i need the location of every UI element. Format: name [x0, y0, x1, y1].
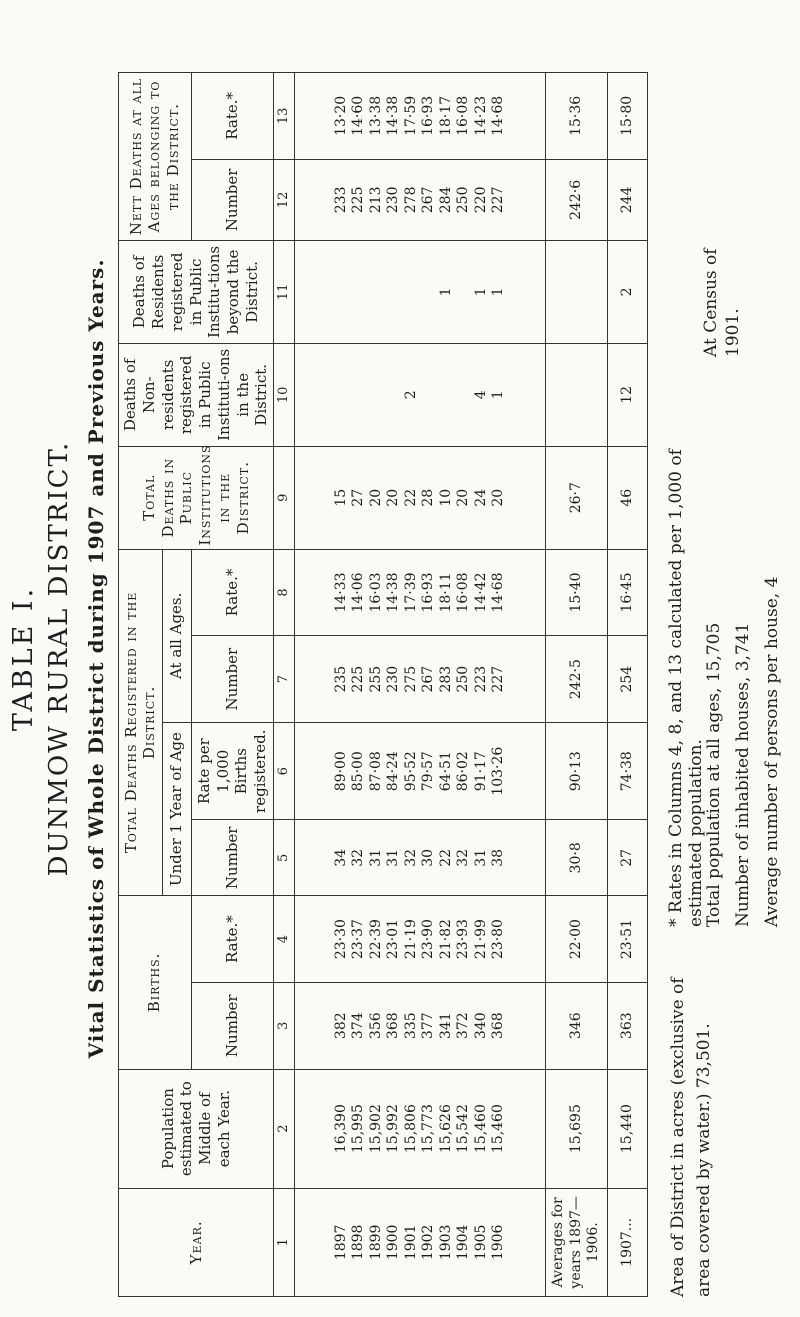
- row-1905-u1_rate: 91·17: [472, 751, 489, 792]
- cur-aa-rate: 16·45: [608, 549, 648, 636]
- row-1898-nett_number: 225: [350, 186, 367, 214]
- header-non-residents: Deaths of Non-residents registered in Public Instituti-ons in the District.: [119, 343, 274, 446]
- row-1901-births_number: 335: [402, 1012, 419, 1040]
- header-all-ages: At all Ages.: [162, 549, 191, 722]
- row-1901-u1_rate: 95·52: [402, 751, 419, 792]
- total-population: Total population at all ages, 15,705: [704, 622, 724, 927]
- row-1899-nett_number: 213: [367, 186, 384, 214]
- row-1899-population: 15,902: [367, 1104, 384, 1154]
- row-1897-aa_number: 235: [332, 665, 349, 693]
- row-1901-u1_number: 32: [402, 848, 419, 867]
- row-1901-population: 15,806: [402, 1104, 419, 1154]
- row-1899-year: 1899: [367, 1224, 384, 1261]
- row-1902-non_residents: [420, 347, 438, 443]
- cur-aa-number: 254: [608, 636, 648, 723]
- row-1899-u1_number: 31: [367, 848, 384, 867]
- residents-beyond-cell: [295, 240, 546, 343]
- row-1902-births_rate: 23·90: [420, 919, 437, 960]
- header-residents-beyond: Deaths of Residents registered in Public Institu-tions beyond the District.: [119, 240, 274, 343]
- row-1897-nett_rate: 13·20: [332, 95, 349, 136]
- row-1899-aa_number: 255: [367, 665, 384, 693]
- row-1906-u1_rate: 103·26: [490, 746, 507, 796]
- cur-births-rate: 23·51: [608, 896, 648, 983]
- row-1897-u1_number: 34: [332, 848, 349, 867]
- row-1904-nett_number: 250: [455, 186, 472, 214]
- row-1904-births_number: 372: [455, 1012, 472, 1040]
- header-nett-deaths: Nett Deaths at all Ages belonging to the District.: [119, 73, 192, 241]
- population-cell: [295, 1069, 546, 1188]
- row-1903-nett_number: 284: [437, 186, 454, 214]
- row-1900-public_inst: 20: [385, 488, 402, 507]
- row-1902-u1_number: 30: [420, 848, 437, 867]
- u1-rate-cell: [295, 722, 546, 819]
- row-1902-nett_rate: 16·93: [420, 95, 437, 136]
- row-1906-public_inst: 20: [490, 488, 507, 507]
- row-1901-nett_rate: 17·59: [402, 95, 419, 136]
- header-aa-number: Number: [191, 636, 273, 723]
- row-1901-aa_number: 275: [402, 665, 419, 693]
- cur-residents-beyond: 2: [608, 240, 648, 343]
- row-1904-aa_rate: 16·08: [455, 572, 472, 613]
- row-1897-residents_beyond: [333, 244, 351, 340]
- avg-births-rate: 22·00: [546, 896, 608, 983]
- column-number: 5: [274, 820, 295, 896]
- row-1897-births_rate: 23·30: [332, 919, 349, 960]
- column-number: 10: [274, 343, 295, 446]
- row-1900-aa_rate: 14·38: [385, 572, 402, 613]
- averages-label: Averages for years 1897—1906.: [546, 1188, 608, 1296]
- row-1900-births_rate: 23·01: [385, 919, 402, 960]
- row-1906-population: 15,460: [490, 1104, 507, 1154]
- column-number: 6: [274, 722, 295, 819]
- row-1905-nett_number: 220: [472, 186, 489, 214]
- row-1897-aa_rate: 14·33: [332, 572, 349, 613]
- row-1900-population: 15,992: [385, 1104, 402, 1154]
- u1-number-cell: [295, 820, 546, 896]
- cur-population: 15,440: [608, 1069, 648, 1188]
- cur-nett-rate: 15·80: [608, 73, 648, 160]
- header-public-institutions: Total Deaths in Public Institutions in the District.: [119, 446, 274, 549]
- header-year: Year.: [119, 1188, 274, 1296]
- row-1906-residents_beyond: 1: [490, 287, 507, 297]
- aa-number-cell: [295, 636, 546, 723]
- rates-footnote: * Rates in Columns 4, 8, and 13 calculated per 1,000 of estimated population.: [666, 449, 706, 927]
- avg-aa-number: 242·5: [546, 636, 608, 723]
- row-1906-births_rate: 23·80: [490, 919, 507, 960]
- avg-aa-rate: 15·40: [546, 549, 608, 636]
- row-1904-nett_rate: 16·08: [455, 95, 472, 136]
- row-1900-year: 1900: [385, 1224, 402, 1261]
- row-1900-u1_number: 31: [385, 848, 402, 867]
- row-1904-residents_beyond: [455, 244, 473, 340]
- row-1905-non_residents: 4: [472, 390, 489, 400]
- row-1898-aa_number: 225: [350, 665, 367, 693]
- avg-population: 15,695: [546, 1069, 608, 1188]
- row-1901-non_residents: 2: [402, 390, 419, 400]
- header-population: Population estimated to Middle of each Year.: [119, 1069, 274, 1188]
- column-number: 1: [274, 1188, 295, 1296]
- row-1898-births_rate: 23·37: [350, 919, 367, 960]
- row-1898-non_residents: [350, 347, 368, 443]
- row-1899-births_rate: 22·39: [367, 919, 384, 960]
- header-nett-number: Number: [191, 159, 273, 240]
- row-1900-aa_number: 230: [385, 665, 402, 693]
- row-1901-residents_beyond: [403, 244, 421, 340]
- row-1899-nett_rate: 13·38: [367, 95, 384, 136]
- row-1900-u1_rate: 84·24: [385, 751, 402, 792]
- row-1897-non_residents: [333, 347, 351, 443]
- avg-residents-beyond: [546, 240, 608, 343]
- row-1902-year: 1902: [420, 1224, 437, 1261]
- row-1903-births_rate: 21·82: [437, 919, 454, 960]
- header-u1-number: Number: [191, 820, 273, 896]
- births-rate-cell: [295, 896, 546, 983]
- row-1904-u1_number: 32: [455, 848, 472, 867]
- row-1902-public_inst: 28: [420, 488, 437, 507]
- row-1902-residents_beyond: [420, 244, 438, 340]
- column-number: 11: [274, 240, 295, 343]
- table-number: TABLE I.: [8, 585, 39, 732]
- row-1903-births_number: 341: [437, 1012, 454, 1040]
- row-1902-u1_rate: 79·57: [420, 751, 437, 792]
- row-1905-births_rate: 21·99: [472, 919, 489, 960]
- area-note: Area of District in acres (exclusive of area covered by water.) 73,501.: [668, 977, 714, 1297]
- births-number-cell: [295, 982, 546, 1069]
- footnotes: [660, 72, 790, 1297]
- column-number: 3: [274, 982, 295, 1069]
- row-1904-aa_number: 250: [455, 665, 472, 693]
- row-1903-residents_beyond: 1: [437, 287, 454, 297]
- cur-births-number: 363: [608, 982, 648, 1069]
- row-1899-u1_rate: 87·08: [367, 751, 384, 792]
- row-1901-public_inst: 22: [402, 488, 419, 507]
- row-1898-public_inst: 27: [350, 488, 367, 507]
- header-aa-rate: Rate.*: [191, 549, 273, 636]
- current-year-row: [608, 73, 648, 1297]
- row-1899-public_inst: 20: [367, 488, 384, 507]
- column-number: 9: [274, 446, 295, 549]
- cur-u1-number: 27: [608, 820, 648, 896]
- public-inst-cell: [295, 446, 546, 549]
- row-1906-year: 1906: [490, 1224, 507, 1261]
- vital-statistics-table: [118, 72, 648, 1297]
- row-1902-aa_number: 267: [420, 665, 437, 693]
- avg-nett-rate: 15·36: [546, 73, 608, 160]
- row-1898-nett_rate: 14·60: [350, 95, 367, 136]
- row-1906-aa_rate: 14·68: [490, 572, 507, 613]
- persons-per-house: Average number of persons per house, 4: [761, 576, 782, 927]
- row-1903-aa_rate: 18·11: [437, 572, 454, 613]
- row-1903-u1_number: 22: [437, 848, 454, 867]
- row-1898-u1_rate: 85·00: [350, 751, 367, 792]
- row-1900-nett_number: 230: [385, 186, 402, 214]
- avg-u1-number: 30·8: [546, 820, 608, 896]
- cur-u1-rate: 74·38: [608, 722, 648, 819]
- row-1905-aa_number: 223: [472, 665, 489, 693]
- cur-public-inst: 46: [608, 446, 648, 549]
- row-1902-population: 15,773: [420, 1104, 437, 1154]
- avg-non-residents: [546, 343, 608, 446]
- row-1897-nett_number: 233: [332, 186, 349, 214]
- current-year-label: 1907...: [608, 1188, 648, 1296]
- row-1898-births_number: 374: [350, 1012, 367, 1040]
- row-1897-births_number: 382: [332, 1012, 349, 1040]
- row-1905-births_number: 340: [472, 1012, 489, 1040]
- row-1902-births_number: 377: [420, 1012, 437, 1040]
- non-residents-cell: [295, 343, 546, 446]
- cur-non-residents: 12: [608, 343, 648, 446]
- column-number: 2: [274, 1069, 295, 1188]
- row-1902-aa_rate: 16·93: [420, 572, 437, 613]
- row-1897-public_inst: 15: [332, 488, 349, 507]
- row-1903-year: 1903: [437, 1224, 454, 1261]
- row-1899-aa_rate: 16·03: [367, 572, 384, 613]
- avg-nett-number: 242·6: [546, 159, 608, 240]
- row-1906-nett_number: 227: [490, 186, 507, 214]
- row-1904-year: 1904: [455, 1224, 472, 1261]
- row-1897-year: 1897: [332, 1224, 349, 1261]
- row-1904-public_inst: 20: [455, 488, 472, 507]
- aa-rate-cell: [295, 549, 546, 636]
- row-1903-u1_rate: 64·51: [437, 751, 454, 792]
- row-1901-year: 1901: [402, 1224, 419, 1261]
- row-1898-residents_beyond: [350, 244, 368, 340]
- row-1903-public_inst: 10: [437, 488, 454, 507]
- row-1905-aa_rate: 14·42: [472, 572, 489, 613]
- row-1901-births_rate: 21·19: [402, 919, 419, 960]
- row-1905-public_inst: 24: [472, 488, 489, 507]
- row-1903-aa_number: 283: [437, 665, 454, 693]
- row-1905-population: 15,460: [472, 1104, 489, 1154]
- row-1905-year: 1905: [472, 1224, 489, 1261]
- row-1905-nett_rate: 14·23: [472, 95, 489, 136]
- header-u1-rate: Rate per 1,000 Births registered.: [191, 722, 273, 819]
- header-total-deaths: Total Deaths Registered in the District.: [119, 549, 163, 896]
- row-1902-nett_number: 267: [420, 186, 437, 214]
- row-1906-aa_number: 227: [490, 665, 507, 693]
- row-1904-population: 15,542: [455, 1104, 472, 1154]
- row-1901-aa_rate: 17·39: [402, 572, 419, 613]
- row-1897-u1_rate: 89·00: [332, 751, 349, 792]
- avg-public-inst: 26·7: [546, 446, 608, 549]
- row-1898-aa_rate: 14·06: [350, 572, 367, 613]
- row-1899-residents_beyond: [368, 244, 386, 340]
- column-number: 8: [274, 549, 295, 636]
- cur-nett-number: 244: [608, 159, 648, 240]
- nett-number-cell: [295, 159, 546, 240]
- row-1905-u1_number: 31: [472, 848, 489, 867]
- row-1904-births_rate: 23·93: [455, 919, 472, 960]
- table-subtitle: Vital Statistics of Whole District during 1907 and Previous Years.: [84, 258, 108, 1059]
- avg-u1-rate: 90·13: [546, 722, 608, 819]
- row-1906-nett_rate: 14·68: [490, 95, 507, 136]
- header-births-rate: Rate.*: [191, 896, 273, 983]
- row-1900-births_number: 368: [385, 1012, 402, 1040]
- row-1905-residents_beyond: 1: [472, 287, 489, 297]
- row-1903-non_residents: [438, 347, 456, 443]
- years-cell: [295, 1188, 546, 1296]
- row-1906-u1_number: 38: [490, 848, 507, 867]
- row-1901-nett_number: 278: [402, 186, 419, 214]
- row-1898-u1_number: 32: [350, 848, 367, 867]
- header-births: Births.: [119, 896, 192, 1069]
- row-1898-year: 1898: [350, 1224, 367, 1261]
- row-1898-population: 15,995: [350, 1104, 367, 1154]
- row-1900-nett_rate: 14·38: [385, 95, 402, 136]
- row-1900-residents_beyond: [385, 244, 403, 340]
- census-totals: [700, 367, 787, 927]
- row-1906-non_residents: 1: [490, 390, 507, 400]
- averages-row: [546, 73, 608, 1297]
- column-number: 13: [274, 73, 295, 160]
- row-1906-births_number: 368: [490, 1012, 507, 1040]
- header-births-number: Number: [191, 982, 273, 1069]
- row-1899-non_residents: [368, 347, 386, 443]
- row-1903-nett_rate: 18·17: [437, 95, 454, 136]
- avg-births-number: 346: [546, 982, 608, 1069]
- row-1897-population: 16,390: [332, 1104, 349, 1154]
- row-1903-population: 15,626: [437, 1104, 454, 1154]
- row-1904-u1_rate: 86·02: [455, 751, 472, 792]
- nett-rate-cell: [295, 73, 546, 160]
- column-number: 7: [274, 636, 295, 723]
- header-nett-rate: Rate.*: [191, 73, 273, 160]
- yearly-data-rows: [295, 73, 546, 1297]
- column-number: 12: [274, 159, 295, 240]
- column-number: 4: [274, 896, 295, 983]
- row-1899-births_number: 356: [367, 1012, 384, 1040]
- header-under-one-year: Under 1 Year of Age: [162, 722, 191, 895]
- row-1900-non_residents: [385, 347, 403, 443]
- row-1904-non_residents: [455, 347, 473, 443]
- district-title: DUNMOW RURAL DISTRICT.: [44, 440, 74, 877]
- census-note: At Census of 1901.: [701, 248, 744, 357]
- inhabited-houses: Number of inhabited houses, 3,741: [732, 622, 753, 927]
